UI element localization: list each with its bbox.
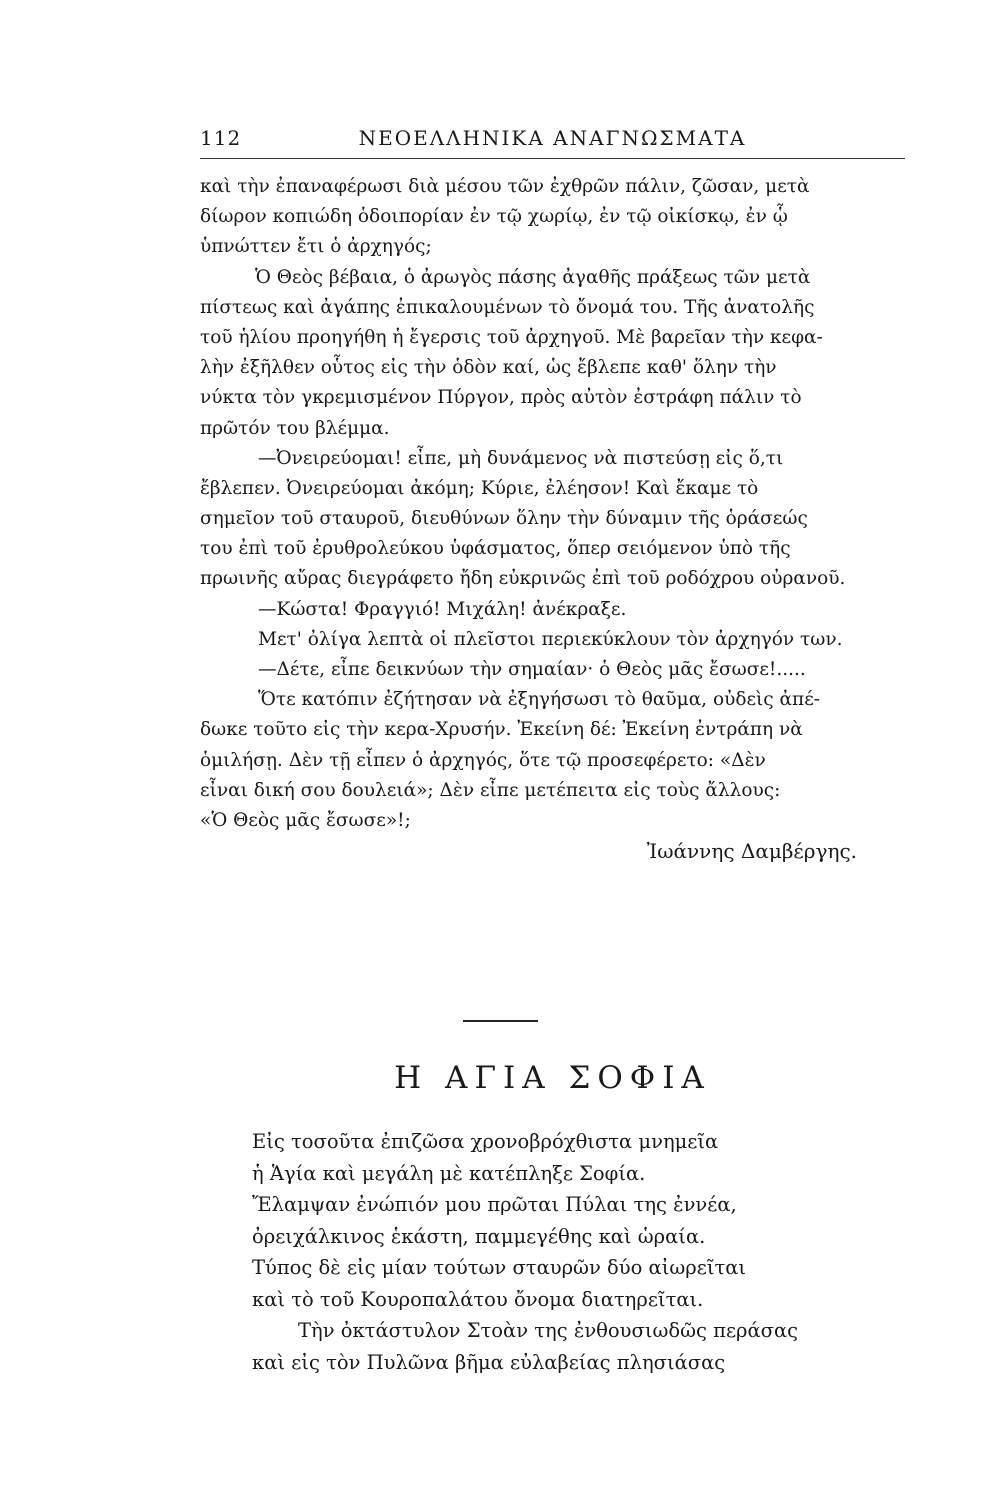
poem-body [252, 1126, 872, 1378]
poem-line: Ἔλαμψαν ἐνώπιόν μου πρῶται Πύλαι της ἐννέα, [252, 1193, 737, 1216]
prose-line: ὁμιλήσῃ. Δὲν τῇ εἶπεν ὁ ἀρχηγός, ὅτε τῷ προσεφέρετο: «Δὲν [200, 749, 766, 771]
poem-line: ὀρειχάλκινος ἑκάστη, παμμεγέθης καὶ ὡραία. [252, 1224, 706, 1248]
prose-line: τοῦ ἡλίου προηγήθη ἡ ἔγερσις τοῦ ἀρχηγοῦ. Μὲ βαρεῖαν τὴν κεφα- [200, 326, 823, 348]
prose-line: δωκε τοῦτο εἰς τὴν κερα-Χρυσήν. Ἐκείνη δέ: Ἐκείνη ἐντράπη νὰ [200, 719, 803, 741]
poem-line: Τύπος δὲ εἰς μίαν τούτων σταυρῶν δύο αἰωρεῖται [252, 1256, 747, 1279]
prose-line: Ὁ Θεὸς βέβαια, ὁ ἀρωγὸς πάσης ἀγαθῆς πράξεως τῶν μετὰ [255, 266, 811, 288]
prose-line: πρῶτόν του βλέμμα. [200, 417, 390, 439]
prose-line: πίστεως καὶ ἀγάπης ἐπικαλουμένων τὸ ὄνομά του. Τῆς ἀνατολῆς [200, 296, 815, 318]
running-title: ΝΕΟΕΛΛΗΝΙΚΑ ΑΝΑΓΝΩΣΜΑΤΑ [358, 126, 747, 150]
author-signature: Ἰωάννης Δαμβέργης. [646, 839, 857, 864]
header-rule [200, 158, 905, 159]
prose-line: του ἐπὶ τοῦ ἐρυθρολεύκου ὑφάσματος, ὅπερ σειόμενον ὑπὸ τῆς [200, 538, 791, 560]
prose-line: —Κώστα! Φραγγιό! Μιχάλη! ἀνέκραξε. [258, 598, 627, 620]
poem-title: Η ΑΓΙΑ ΣΟΦΙΑ [394, 1060, 711, 1096]
prose-line: «Ὁ Θεὸς μᾶς ἔσωσε»!; [200, 809, 411, 831]
prose-line: λὴν ἐξῆλθεν οὗτος εἰς τὴν ὁδὸν καί, ὡς ἔβλεπε καθ' ὅλην τὴν [200, 357, 777, 379]
prose-body [200, 172, 905, 866]
prose-line: νύκτα τὸν γκρεμισμένον Πύργον, πρὸς αὐτὸν ἐστράφη πάλιν τὸ [200, 387, 802, 409]
poem-line: Εἰς τοσοῦτα ἐπιζῶσα χρονοβρόχθιστα μνημεῖα [252, 1130, 719, 1153]
prose-line: δίωρον κοπιώδη ὁδοιπορίαν ἐν τῷ χωρίῳ, ἐν τῷ οἰκίσκῳ, ἐν ᾧ [200, 206, 788, 228]
running-header [200, 126, 905, 150]
prose-line: καὶ τὴν ἐπαναφέρωσι διὰ μέσου τῶν ἐχθρῶν πάλιν, ζῶσαν, μετὰ [200, 176, 810, 197]
section-separator [463, 1020, 538, 1022]
poem-line: καὶ τὸ τοῦ Κουροπαλάτου ὄνομα διατηρεῖται. [252, 1287, 704, 1311]
prose-line: εἶναι δική σου δουλειά»; Δὲν εἶπε μετέπειτα εἰς τοὺς ἄλλους: [200, 779, 781, 801]
poem-line: ἡ Ἁγία καὶ μεγάλη μὲ κατέπληξε Σοφία. [252, 1161, 646, 1185]
prose-line: —Ὀνειρεύομαι! εἶπε, μὴ δυνάμενος νὰ πιστεύσῃ εἰς ὅ,τι [258, 447, 784, 469]
page-number: 112 [200, 126, 242, 150]
poem-line: καὶ εἰς τὸν Πυλῶνα βῆμα εὐλαβείας πλησιάσας [252, 1350, 726, 1374]
prose-line: ἔβλεπεν. Ὀνειρεύομαι ἀκόμη; Κύριε, ἐλέησον! Καὶ ἔκαμε τὸ [200, 477, 759, 499]
prose-line: Ὅτε κατόπιν ἐζήτησαν νὰ ἐξηγήσωσι τὸ θαῦμα, οὐδεὶς ἀπέ- [258, 689, 821, 711]
prose-line: σημεῖον τοῦ σταυροῦ, διευθύνων ὅλην τὴν δύναμιν τῆς ὁράσεώς [200, 508, 808, 530]
poem-line: Τὴν ὀκτάστυλον Στοὰν της ἐνθουσιωδῶς περάσας [298, 1319, 799, 1342]
prose-line: ὑπνώττεν ἔτι ὁ ἀρχηγός; [200, 236, 432, 258]
prose-line: πρωινῆς αὔρας διεγράφετο ἤδη εὐκρινῶς ἐπὶ τοῦ ροδόχρου οὐρανοῦ. [200, 568, 846, 590]
prose-line: —Δέτε, εἶπε δεικνύων τὴν σημαίαν· ὁ Θεὸς μᾶς ἔσωσε!..... [258, 659, 806, 680]
prose-line: Μετ' ὀλίγα λεπτὰ οἱ πλεῖστοι περιεκύκλουν τὸν ἀρχηγόν των. [258, 628, 843, 650]
